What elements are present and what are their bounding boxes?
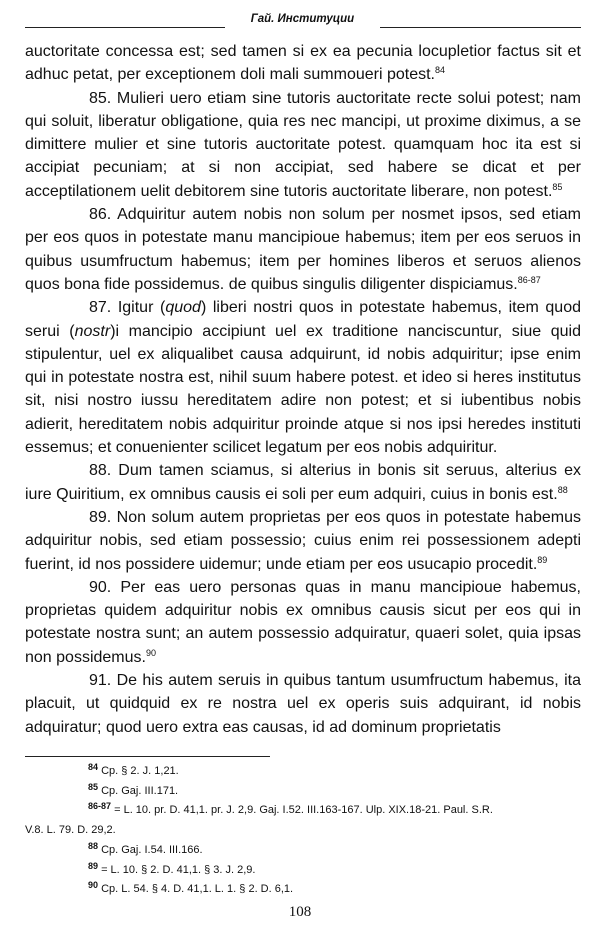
text-run: 85. Mulieri uero etiam sine tutoris auctoritate recte solui potest; nam qui soluit, liberatur obligatione, quia res nec mancipi, ut proxime diximus, a se dimittere mulier et sine tutoris auctoritate potest. quamquam hoc ita est si accipiat pecuniam; at si non accipiat, sed habere se dicat et per acceptilationem uelit debitorem sine tutoris auctoritate liberare, non potest.	[25, 89, 581, 200]
paragraph	[25, 576, 581, 669]
footnote-ref: 84	[435, 65, 446, 76]
footnote	[25, 880, 581, 900]
footnote-ref: 85	[552, 181, 563, 192]
footnote	[25, 861, 581, 881]
text-run: 86. Adquiritur autem nobis non solum per nosmet ipsos, sed etiam per eos quos in potestate manu mancipioue habemus; item per eos seruos in quibus usumfructum habemus; item per homines liberos et seruos alienos quos bona fide possidemus. de quibus singulis diligenter dispiciamus.	[25, 206, 581, 293]
paragraph	[25, 40, 581, 87]
footnote-text: = L. 10. pr. D. 41,1. pr. J. 2,9. Gaj. I.52. III.163-167. Ulp. XIX.18-21. Paul. S.R.	[114, 804, 493, 817]
running-header	[25, 10, 581, 32]
text-run: 89. Non solum autem proprietas per eos quos in potestate habemus adquiritur nobis, sed etiam possessio; cuius enim rei possessionem adepti fuerint, id nos possidere uidemur; unde etiam per eos usucapio procedit.	[25, 508, 581, 573]
text-run: 91. De his autem seruis in quibus tantum usumfructum habemus, ita placuit, ut quidquid ex re nostra uel ex operis suis adquirant, id nobis adquiratur; quod uero extra eas causas, id ad dominum proprietatis	[25, 672, 581, 736]
text-run: 87. Igitur (	[89, 299, 166, 317]
main-text	[25, 40, 581, 739]
paragraph	[25, 459, 581, 506]
paragraph	[25, 506, 581, 576]
footnote	[25, 801, 581, 821]
text-run: 90. Per eas uero personas quas in manu mancipioue habemus, proprietas quidem adquiritur nobis ex omnibus causis sicut per eos qui in potestate nostra sunt; an autem possessio adquiratur, quaeri solet, quia ipsas non possidemus.	[25, 578, 581, 666]
footnote-mark: 89	[88, 860, 99, 871]
header-rule-right	[380, 27, 581, 28]
paragraph	[25, 203, 581, 296]
text-run: ) liberi nostri quos in potestate habemus, item quod serui (	[25, 299, 582, 340]
footnote	[25, 841, 581, 861]
paragraph	[25, 296, 581, 459]
header-title: Гай. Институции	[250, 13, 355, 25]
italic-text: nostr	[74, 322, 111, 340]
footnote-text: = L. 10. § 2. D. 41,1. § 3. J. 2,9.	[101, 863, 256, 876]
footnote-separator	[25, 756, 270, 757]
footnote-text: Cp. § 2. J. 1,21.	[101, 765, 179, 777]
footnote	[25, 821, 581, 841]
italic-text: quod	[165, 299, 201, 317]
footnote-mark: 88	[88, 840, 99, 851]
footnote	[25, 782, 581, 802]
text-run: auctoritate concessa est; sed tamen si ex ea pecunia locupletior factus sit et adhuc petat, per exceptionem doli mali summoueri potest.	[25, 43, 581, 84]
footnote-mark: 86-87	[88, 801, 112, 812]
header-rule-left	[25, 27, 225, 28]
footnote-text: V.8. L. 79. D. 29,2.	[25, 824, 116, 837]
footnote-ref: 89	[537, 554, 548, 565]
paragraph	[25, 87, 581, 203]
footnotes	[25, 762, 581, 900]
footnote-ref: 88	[557, 484, 568, 495]
footnote-mark: 90	[88, 880, 99, 891]
footnote-text: Cp. Gaj. I.54. III.166.	[101, 843, 203, 856]
text-run: )i mancipio accipiunt uel ex traditione nanciscuntur, siue quid stipulentur, uel ex aliqualibet causa adquirunt, id nobis adquiritur; ipse enim qui in potestate nostra est, nihil suum habere potest. et ideo si heres institutus sit, nisi nostro iussu hereditatem adire non potest; et si iubentibus nobis adierit, hereditatem nobis adquiritur proinde atque si nos ipsi heredes instituti essemus; et conuenienter scilicet legatum per eos nobis adquiritur.	[25, 322, 582, 457]
footnote	[25, 762, 581, 782]
footnote-mark: 84	[88, 761, 99, 772]
footnote-ref: 90	[145, 647, 156, 658]
text-run: 88. Dum tamen sciamus, si alterius in bonis sit seruus, alterius ex iure Quiritium, ex omnibus causis ei soli per eum adquiri, cuius in bonis est.	[25, 462, 581, 503]
paragraph	[25, 669, 581, 739]
footnote-ref: 86-87	[517, 275, 541, 286]
footnote-text: Cp. L. 54. § 4. D. 41,1. L. 1. § 2. D. 6,1.	[101, 883, 294, 896]
footnote-mark: 85	[88, 781, 99, 792]
page-number: 108	[288, 904, 312, 920]
footnote-text: Cp. Gaj. III.171.	[101, 784, 179, 797]
